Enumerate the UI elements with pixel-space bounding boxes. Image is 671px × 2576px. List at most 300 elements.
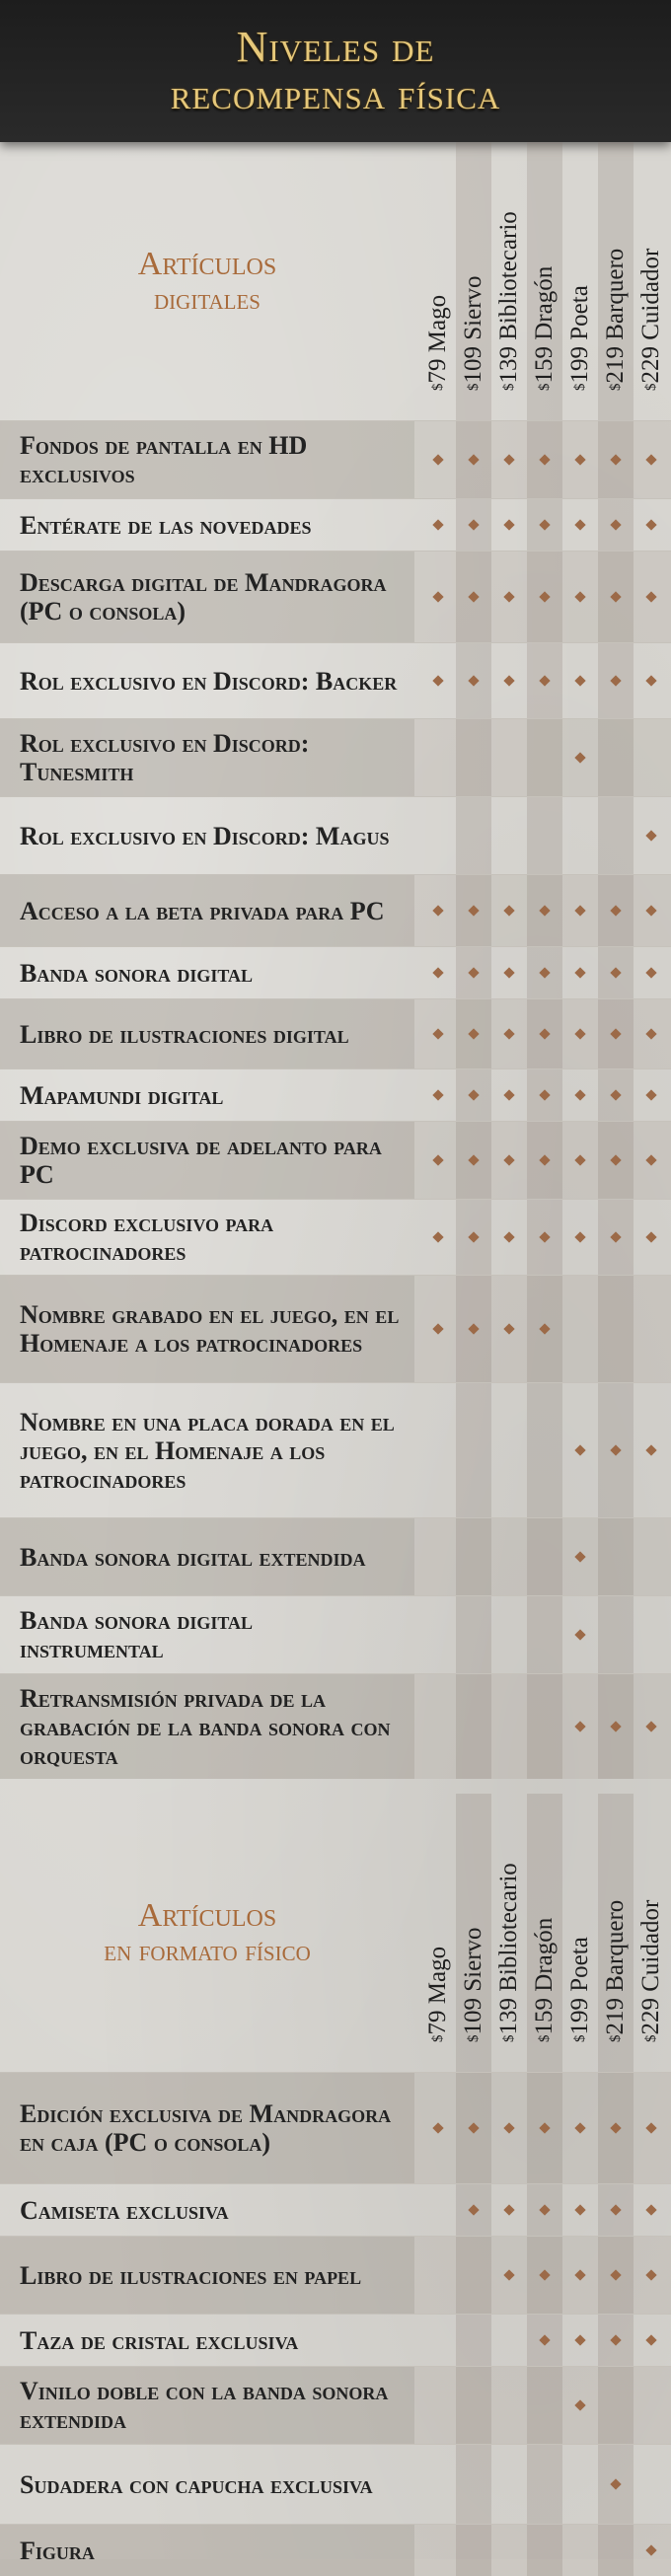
tier-marks	[414, 2525, 671, 2576]
tier-column	[634, 1794, 669, 2072]
tier-cell	[420, 1200, 456, 1275]
tier-column	[562, 1794, 598, 2072]
diamond-icon	[432, 1089, 443, 1100]
tier-cell	[634, 797, 669, 874]
tier-label	[530, 1918, 559, 2042]
tier-price: 79	[424, 2010, 451, 2035]
tier-column	[634, 142, 669, 420]
tier-cell	[598, 1596, 634, 1673]
diamond-icon	[610, 1231, 621, 1242]
tier-cell	[598, 1518, 634, 1595]
table-row	[0, 2236, 671, 2314]
tier-cell	[420, 2073, 456, 2183]
diamond-icon	[574, 1444, 585, 1455]
tier-currency: $	[501, 383, 517, 391]
diamond-icon	[574, 2122, 585, 2133]
tier-currency: $	[537, 383, 553, 391]
tier-cell	[456, 2445, 491, 2524]
tier-cell	[420, 2237, 456, 2314]
tier-cell	[491, 2237, 527, 2314]
tier-marks	[414, 2184, 671, 2236]
tier-cell	[456, 499, 491, 551]
tier-cell	[491, 2073, 527, 2183]
diamond-icon	[610, 519, 621, 530]
tier-marks	[414, 2237, 671, 2314]
tier-cell	[562, 947, 598, 998]
tier-name: Dragón	[531, 265, 558, 340]
tier-cell	[634, 1383, 669, 1517]
tier-marks	[414, 1518, 671, 1595]
tier-cell	[562, 2525, 598, 2576]
diamond-icon	[468, 675, 479, 686]
table-row	[0, 2183, 671, 2236]
tier-column	[491, 1794, 527, 2072]
diamond-icon	[539, 905, 550, 916]
tier-name: Barquero	[602, 1899, 629, 1992]
tier-name: Mago	[424, 294, 451, 353]
tier-cell	[420, 1383, 456, 1517]
tier-cell	[527, 797, 562, 874]
tier-column	[420, 142, 456, 420]
tier-currency: $	[466, 383, 482, 391]
tier-cell	[491, 1383, 527, 1517]
diamond-icon	[468, 591, 479, 602]
tier-cell	[562, 1069, 598, 1121]
diamond-icon	[574, 454, 585, 465]
tier-cell	[634, 1069, 669, 1121]
section-header	[0, 142, 671, 420]
reward-label: Nombre grabado en el juego, en el Homenaje a los patrocinadores	[0, 1276, 414, 1382]
tier-cell	[598, 719, 634, 796]
tier-cell	[634, 2445, 669, 2524]
tier-cell	[634, 643, 669, 718]
tier-cell	[420, 719, 456, 796]
reward-label: Rol exclusivo en Discord: Tunesmith	[0, 719, 414, 796]
tier-cell	[598, 1383, 634, 1517]
tier-cell	[491, 1596, 527, 1673]
diamond-icon	[645, 591, 656, 602]
rows	[0, 2072, 671, 2576]
tier-marks	[414, 1200, 671, 1275]
diamond-icon	[645, 967, 656, 978]
diamond-icon	[539, 1323, 550, 1334]
tier-cell	[527, 2184, 562, 2236]
tier-cell	[598, 499, 634, 551]
tier-cell	[598, 947, 634, 998]
diamond-icon	[645, 2334, 656, 2345]
tier-marks	[414, 421, 671, 498]
tier-cell	[562, 2184, 598, 2236]
tier-cell	[456, 1596, 491, 1673]
tier-currency: $	[501, 2034, 517, 2042]
page-title-line1: Niveles de	[236, 23, 435, 71]
diamond-icon	[645, 2269, 656, 2280]
reward-label: Libro de ilustraciones digital	[0, 999, 414, 1068]
reward-label: Demo exclusiva de adelanto para PC	[0, 1122, 414, 1199]
tier-cell	[598, 552, 634, 642]
diamond-icon	[539, 2334, 550, 2345]
tier-cell	[456, 797, 491, 874]
tier-cell	[491, 499, 527, 551]
tier-cell	[598, 797, 634, 874]
diamond-icon	[468, 1323, 479, 1334]
tier-cell	[562, 1674, 598, 1779]
reward-label: Sudadera con capucha exclusiva	[20, 2469, 373, 2499]
diamond-icon	[574, 967, 585, 978]
section-physical-items	[0, 1794, 671, 2576]
table-row	[0, 1121, 671, 1199]
tier-cell	[527, 719, 562, 796]
diamond-icon	[574, 1629, 585, 1640]
tier-cell	[527, 1069, 562, 1121]
tier-cell	[420, 2184, 456, 2236]
section-digital-items	[0, 142, 671, 1779]
tier-marks	[414, 1383, 671, 1517]
diamond-icon	[539, 967, 550, 978]
diamond-icon	[645, 519, 656, 530]
tier-cell	[456, 1122, 491, 1199]
reward-label: Entérate de las novedades	[20, 510, 312, 540]
tier-cell	[598, 875, 634, 946]
tier-cell	[562, 1518, 598, 1595]
tier-cell	[598, 999, 634, 1068]
tier-cell	[562, 643, 598, 718]
tier-cell	[491, 2367, 527, 2444]
tier-price: 109	[460, 1998, 486, 2035]
tier-cell	[634, 1200, 669, 1275]
table-row	[0, 498, 671, 551]
tier-price: 159	[531, 1998, 558, 2035]
diamond-icon	[503, 1028, 514, 1039]
diamond-icon	[432, 2122, 443, 2133]
table-row	[0, 420, 671, 498]
tier-name: Siervo	[460, 1927, 486, 1992]
tier-cell	[598, 2315, 634, 2366]
diamond-icon	[610, 2269, 621, 2280]
reward-label: Nombre en una placa dorada en el juego, en el Homenaje a los patrocinadores	[20, 1407, 395, 1494]
tier-cell	[491, 1200, 527, 1275]
diamond-icon	[503, 905, 514, 916]
table-row	[0, 2314, 671, 2366]
diamond-icon	[539, 591, 550, 602]
diamond-icon	[610, 2334, 621, 2345]
tier-cell	[527, 2073, 562, 2183]
tier-cell	[634, 2525, 669, 2576]
table-row	[0, 551, 671, 642]
tier-cell	[527, 1518, 562, 1595]
table-row	[0, 2524, 671, 2576]
tier-column	[598, 1794, 634, 2072]
diamond-icon	[574, 1551, 585, 1562]
tier-cell	[456, 719, 491, 796]
table-row	[0, 2072, 671, 2183]
tier-cell	[456, 2237, 491, 2314]
tier-cell	[420, 999, 456, 1068]
tier-cell	[456, 1069, 491, 1121]
reward-label: Rol exclusivo en Discord: Backer	[20, 666, 398, 696]
tier-cell	[634, 499, 669, 551]
tier-label	[530, 266, 559, 391]
diamond-icon	[503, 1231, 514, 1242]
tier-cell	[420, 2525, 456, 2576]
diamond-icon	[645, 1721, 656, 1731]
tier-column	[598, 142, 634, 420]
diamond-icon	[503, 519, 514, 530]
diamond-icon	[645, 830, 656, 841]
diamond-icon	[539, 2269, 550, 2280]
diamond-icon	[432, 1323, 443, 1334]
diamond-icon	[432, 967, 443, 978]
diamond-icon	[645, 2544, 656, 2555]
diamond-icon	[574, 2269, 585, 2280]
reward-label: Acceso a la beta privada para PC	[0, 875, 414, 946]
tier-marks	[414, 1069, 671, 1121]
tier-marks	[414, 947, 671, 998]
diamond-icon	[574, 1154, 585, 1165]
tier-cell	[527, 2525, 562, 2576]
tier-label	[601, 1900, 631, 2042]
diamond-icon	[539, 454, 550, 465]
tier-cell	[456, 643, 491, 718]
diamond-icon	[468, 2122, 479, 2133]
diamond-icon	[574, 1231, 585, 1242]
diamond-icon	[468, 905, 479, 916]
tier-cell	[527, 1122, 562, 1199]
page-title-line2: recompensa física	[170, 70, 501, 118]
tier-cell	[527, 1276, 562, 1382]
diamond-icon	[645, 1444, 656, 1455]
diamond-icon	[610, 905, 621, 916]
tier-label	[459, 1927, 488, 2042]
diamond-icon	[645, 675, 656, 686]
tier-cell	[420, 499, 456, 551]
header-banner	[0, 0, 671, 142]
tier-cell	[456, 875, 491, 946]
table-row	[0, 1517, 671, 1595]
tier-name: Bibliotecario	[495, 211, 522, 340]
tier-cell	[562, 999, 598, 1068]
tier-cell	[598, 2184, 634, 2236]
diamond-icon	[503, 2122, 514, 2133]
tier-label	[565, 1937, 595, 2042]
diamond-icon	[574, 2399, 585, 2410]
tier-cell	[420, 1122, 456, 1199]
tier-cell	[527, 421, 562, 498]
diamond-icon	[503, 2269, 514, 2280]
tier-cell	[456, 1276, 491, 1382]
tier-cell	[420, 2445, 456, 2524]
tier-cell	[420, 1069, 456, 1121]
diamond-icon	[610, 675, 621, 686]
table-row	[0, 1673, 671, 1779]
tier-price: 79	[424, 358, 451, 384]
tier-cell	[420, 947, 456, 998]
table-row	[0, 946, 671, 998]
tier-currency: $	[572, 383, 588, 391]
tier-marks	[414, 875, 671, 946]
diamond-icon	[432, 591, 443, 602]
tier-cell	[634, 947, 669, 998]
tier-name: Barquero	[602, 248, 629, 340]
tier-cell	[420, 1276, 456, 1382]
tier-cell	[420, 797, 456, 874]
diamond-icon	[610, 1444, 621, 1455]
diamond-icon	[539, 1089, 550, 1100]
tier-cell	[634, 1674, 669, 1779]
tier-marks	[414, 2315, 671, 2366]
diamond-icon	[574, 752, 585, 763]
tier-column	[456, 142, 491, 420]
diamond-icon	[610, 454, 621, 465]
tier-label	[494, 211, 524, 391]
tier-cell	[456, 1200, 491, 1275]
tier-cell	[562, 2073, 598, 2183]
tier-cell	[634, 875, 669, 946]
tier-cell	[598, 1069, 634, 1121]
tier-cell	[562, 552, 598, 642]
tier-cell	[598, 2525, 634, 2576]
table-row	[0, 1199, 671, 1275]
tier-cell	[598, 2367, 634, 2444]
tier-cell	[456, 947, 491, 998]
tier-price: 199	[566, 346, 593, 384]
diamond-icon	[539, 1154, 550, 1165]
tier-label	[459, 275, 488, 391]
tier-price: 219	[602, 1998, 629, 2035]
tier-label	[636, 1900, 666, 2042]
tier-currency: $	[537, 2034, 553, 2042]
diamond-icon	[432, 1154, 443, 1165]
tier-cell	[491, 719, 527, 796]
tier-currency: $	[643, 383, 659, 391]
diamond-icon	[574, 905, 585, 916]
tier-name: Bibliotecario	[495, 1863, 522, 1992]
diamond-icon	[503, 591, 514, 602]
table-row	[0, 2366, 671, 2444]
diamond-icon	[610, 1154, 621, 1165]
tier-cell	[634, 2237, 669, 2314]
tier-cell	[562, 797, 598, 874]
tier-cell	[491, 552, 527, 642]
tier-cell	[527, 2367, 562, 2444]
tier-price: 219	[602, 346, 629, 384]
tier-cell	[634, 999, 669, 1068]
tier-name: Poeta	[566, 285, 593, 340]
diamond-icon	[610, 2204, 621, 2215]
diamond-icon	[503, 454, 514, 465]
tier-name: Dragón	[531, 1917, 558, 1992]
table-row	[0, 1068, 671, 1121]
tier-marks	[414, 499, 671, 551]
diamond-icon	[645, 1028, 656, 1039]
tier-column	[562, 142, 598, 420]
tier-cell	[562, 421, 598, 498]
tier-cell	[527, 552, 562, 642]
tier-price: 159	[531, 346, 558, 384]
diamond-icon	[468, 1231, 479, 1242]
diamond-icon	[610, 591, 621, 602]
diamond-icon	[645, 1089, 656, 1100]
diamond-icon	[432, 905, 443, 916]
tier-cell	[420, 1596, 456, 1673]
tier-cell	[527, 1200, 562, 1275]
tier-cell	[634, 2184, 669, 2236]
tier-cell	[598, 421, 634, 498]
diamond-icon	[468, 2204, 479, 2215]
tier-cell	[491, 1276, 527, 1382]
tier-currency: $	[430, 2034, 446, 2042]
tier-cell	[562, 2237, 598, 2314]
tier-cell	[456, 1383, 491, 1517]
diamond-icon	[503, 1323, 514, 1334]
tier-cell	[598, 2073, 634, 2183]
diamond-icon	[610, 1721, 621, 1731]
tier-cell	[420, 2367, 456, 2444]
tier-currency: $	[572, 2034, 588, 2042]
tier-cell	[491, 643, 527, 718]
tier-price: 139	[495, 1998, 522, 2035]
tier-marks	[414, 1122, 671, 1199]
tier-cell	[420, 1518, 456, 1595]
reward-label: Banda sonora digital extendida	[0, 1518, 414, 1595]
tier-cell	[527, 2445, 562, 2524]
tier-cell	[491, 421, 527, 498]
tier-cell	[562, 1383, 598, 1517]
tier-label	[636, 249, 666, 391]
tier-column	[456, 1794, 491, 2072]
table-row	[0, 642, 671, 718]
section-header	[0, 1794, 671, 2072]
tier-cell	[634, 1122, 669, 1199]
diamond-icon	[503, 967, 514, 978]
section-title-line1: Artículos	[137, 1897, 277, 1934]
reward-label: Descarga digital de Mandragora (PC o consola)	[0, 552, 414, 642]
tier-cell	[562, 719, 598, 796]
diamond-icon	[574, 1028, 585, 1039]
tier-label	[423, 295, 453, 391]
tier-cell	[527, 2237, 562, 2314]
reward-label: Libro de ilustraciones en papel	[0, 2237, 414, 2314]
tier-headers	[414, 1794, 671, 2072]
reward-label: Figura	[0, 2525, 414, 2576]
tier-cell	[527, 947, 562, 998]
tier-label	[494, 1863, 524, 2042]
tier-marks	[414, 719, 671, 796]
diamond-icon	[468, 1154, 479, 1165]
tier-marks	[414, 2073, 671, 2183]
diamond-icon	[574, 519, 585, 530]
tier-marks	[414, 643, 671, 718]
diamond-icon	[574, 2204, 585, 2215]
tier-price: 229	[637, 1998, 664, 2035]
tier-price: 229	[637, 346, 664, 384]
table-row	[0, 1275, 671, 1382]
tier-cell	[456, 552, 491, 642]
table-row	[0, 1382, 671, 1517]
diamond-icon	[610, 1089, 621, 1100]
tier-label	[601, 249, 631, 391]
diamond-icon	[539, 519, 550, 530]
tier-cell	[527, 999, 562, 1068]
tier-cell	[456, 2525, 491, 2576]
table-row	[0, 998, 671, 1068]
reward-label: Vinilo doble con la banda sonora extendida	[0, 2367, 414, 2444]
tier-cell	[634, 1518, 669, 1595]
tier-name: Mago	[424, 1946, 451, 2005]
tier-currency: $	[466, 2034, 482, 2042]
tier-headers	[414, 142, 671, 420]
reward-label: Camiseta exclusiva	[20, 2195, 229, 2225]
